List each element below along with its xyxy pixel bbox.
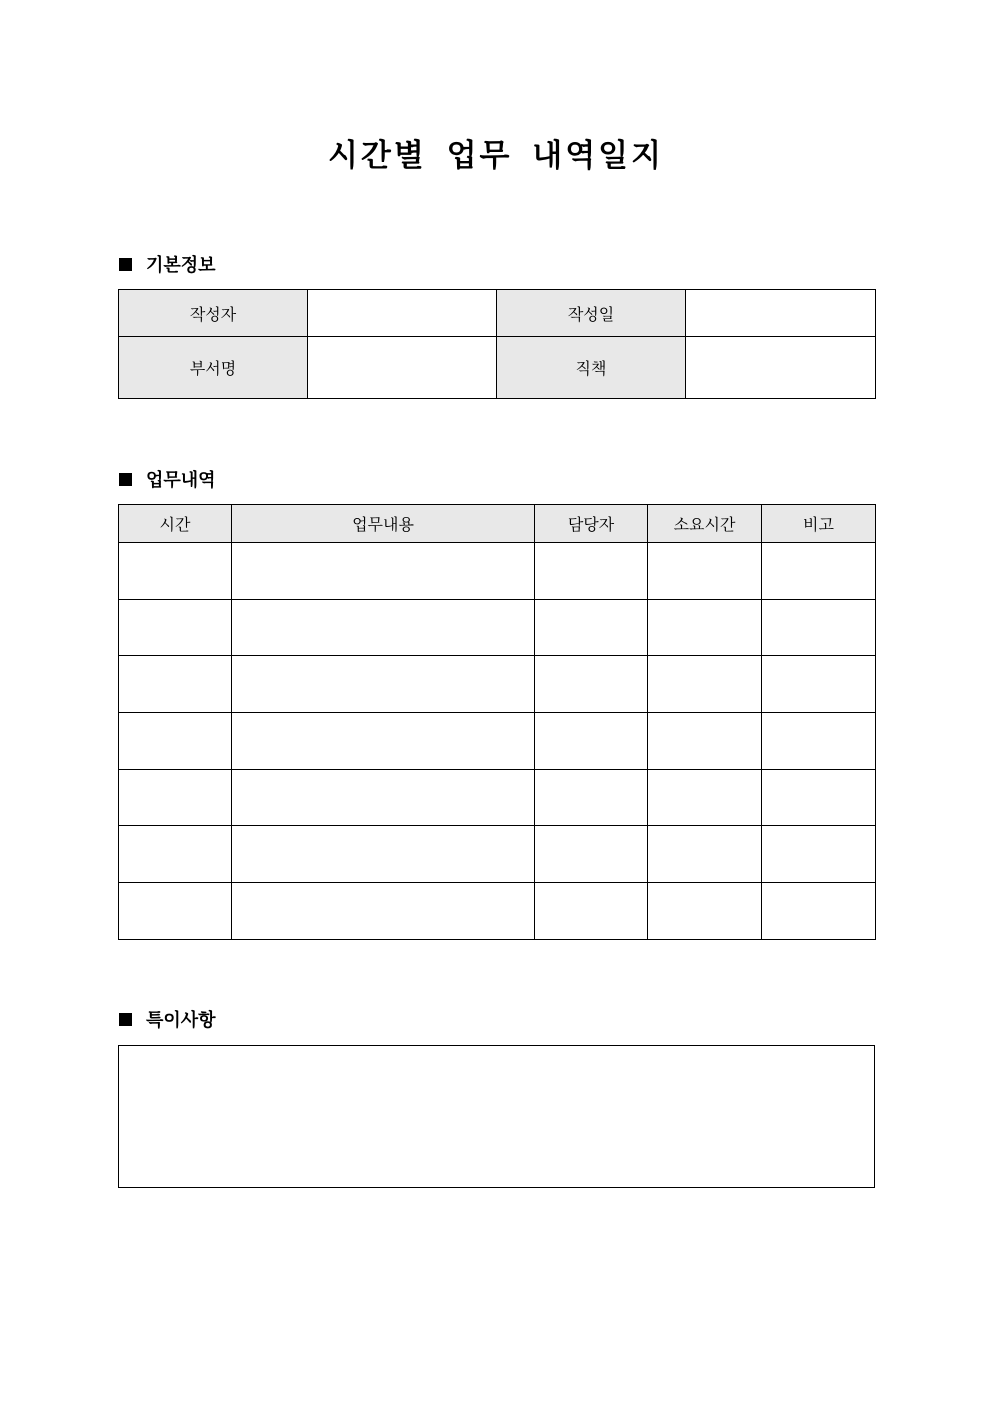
duration-cell[interactable] xyxy=(648,770,762,826)
work-log-heading xyxy=(119,466,216,492)
column-header-remarks: 비고 xyxy=(762,505,876,543)
owner-cell[interactable] xyxy=(535,826,648,883)
time-cell[interactable] xyxy=(119,770,232,826)
content-cell[interactable] xyxy=(232,826,535,883)
owner-cell[interactable] xyxy=(535,713,648,770)
content-cell[interactable] xyxy=(232,713,535,770)
date-field[interactable] xyxy=(686,290,876,337)
remarks-cell[interactable] xyxy=(762,770,876,826)
work-log-header-row xyxy=(119,505,876,543)
date-label: 작성일 xyxy=(497,290,686,337)
author-label: 작성자 xyxy=(119,290,308,337)
table-row xyxy=(119,656,876,713)
notes-heading-label: 특이사항 xyxy=(146,1010,216,1031)
table-row xyxy=(119,826,876,883)
time-cell[interactable] xyxy=(119,600,232,656)
table-row xyxy=(119,883,876,940)
owner-cell[interactable] xyxy=(535,600,648,656)
time-cell[interactable] xyxy=(119,883,232,940)
owner-cell[interactable] xyxy=(535,770,648,826)
work-log-heading-label: 업무내역 xyxy=(146,470,216,491)
notes-field[interactable] xyxy=(118,1045,875,1188)
notes-heading xyxy=(119,1006,216,1032)
remarks-cell[interactable] xyxy=(762,826,876,883)
remarks-cell[interactable] xyxy=(762,600,876,656)
position-field[interactable] xyxy=(686,337,876,399)
basic-info-heading xyxy=(119,251,216,277)
content-cell[interactable] xyxy=(232,770,535,826)
duration-cell[interactable] xyxy=(648,656,762,713)
duration-cell[interactable] xyxy=(648,600,762,656)
basic-info-table xyxy=(118,289,876,399)
author-field[interactable] xyxy=(308,290,497,337)
owner-cell[interactable] xyxy=(535,656,648,713)
square-bullet-icon xyxy=(119,258,132,271)
owner-cell[interactable] xyxy=(535,543,648,600)
duration-cell[interactable] xyxy=(648,826,762,883)
time-cell[interactable] xyxy=(119,713,232,770)
work-log-table xyxy=(118,504,876,940)
table-row xyxy=(119,600,876,656)
table-row xyxy=(119,543,876,600)
table-row xyxy=(119,713,876,770)
remarks-cell[interactable] xyxy=(762,713,876,770)
content-cell[interactable] xyxy=(232,656,535,713)
square-bullet-icon xyxy=(119,1013,132,1026)
table-row xyxy=(119,770,876,826)
department-label: 부서명 xyxy=(119,337,308,399)
remarks-cell[interactable] xyxy=(762,656,876,713)
duration-cell[interactable] xyxy=(648,883,762,940)
department-field[interactable] xyxy=(308,337,497,399)
content-cell[interactable] xyxy=(232,883,535,940)
column-header-content: 업무내용 xyxy=(232,505,535,543)
column-header-owner: 담당자 xyxy=(535,505,648,543)
duration-cell[interactable] xyxy=(648,543,762,600)
basic-info-heading-label: 기본정보 xyxy=(146,255,216,276)
content-cell[interactable] xyxy=(232,600,535,656)
owner-cell[interactable] xyxy=(535,883,648,940)
remarks-cell[interactable] xyxy=(762,883,876,940)
remarks-cell[interactable] xyxy=(762,543,876,600)
column-header-time: 시간 xyxy=(119,505,232,543)
time-cell[interactable] xyxy=(119,656,232,713)
square-bullet-icon xyxy=(119,473,132,486)
content-cell[interactable] xyxy=(232,543,535,600)
time-cell[interactable] xyxy=(119,826,232,883)
column-header-duration: 소요시간 xyxy=(648,505,762,543)
position-label: 직책 xyxy=(497,337,686,399)
duration-cell[interactable] xyxy=(648,713,762,770)
time-cell[interactable] xyxy=(119,543,232,600)
page-title: 시간별 업무 내역일지 xyxy=(327,138,665,174)
